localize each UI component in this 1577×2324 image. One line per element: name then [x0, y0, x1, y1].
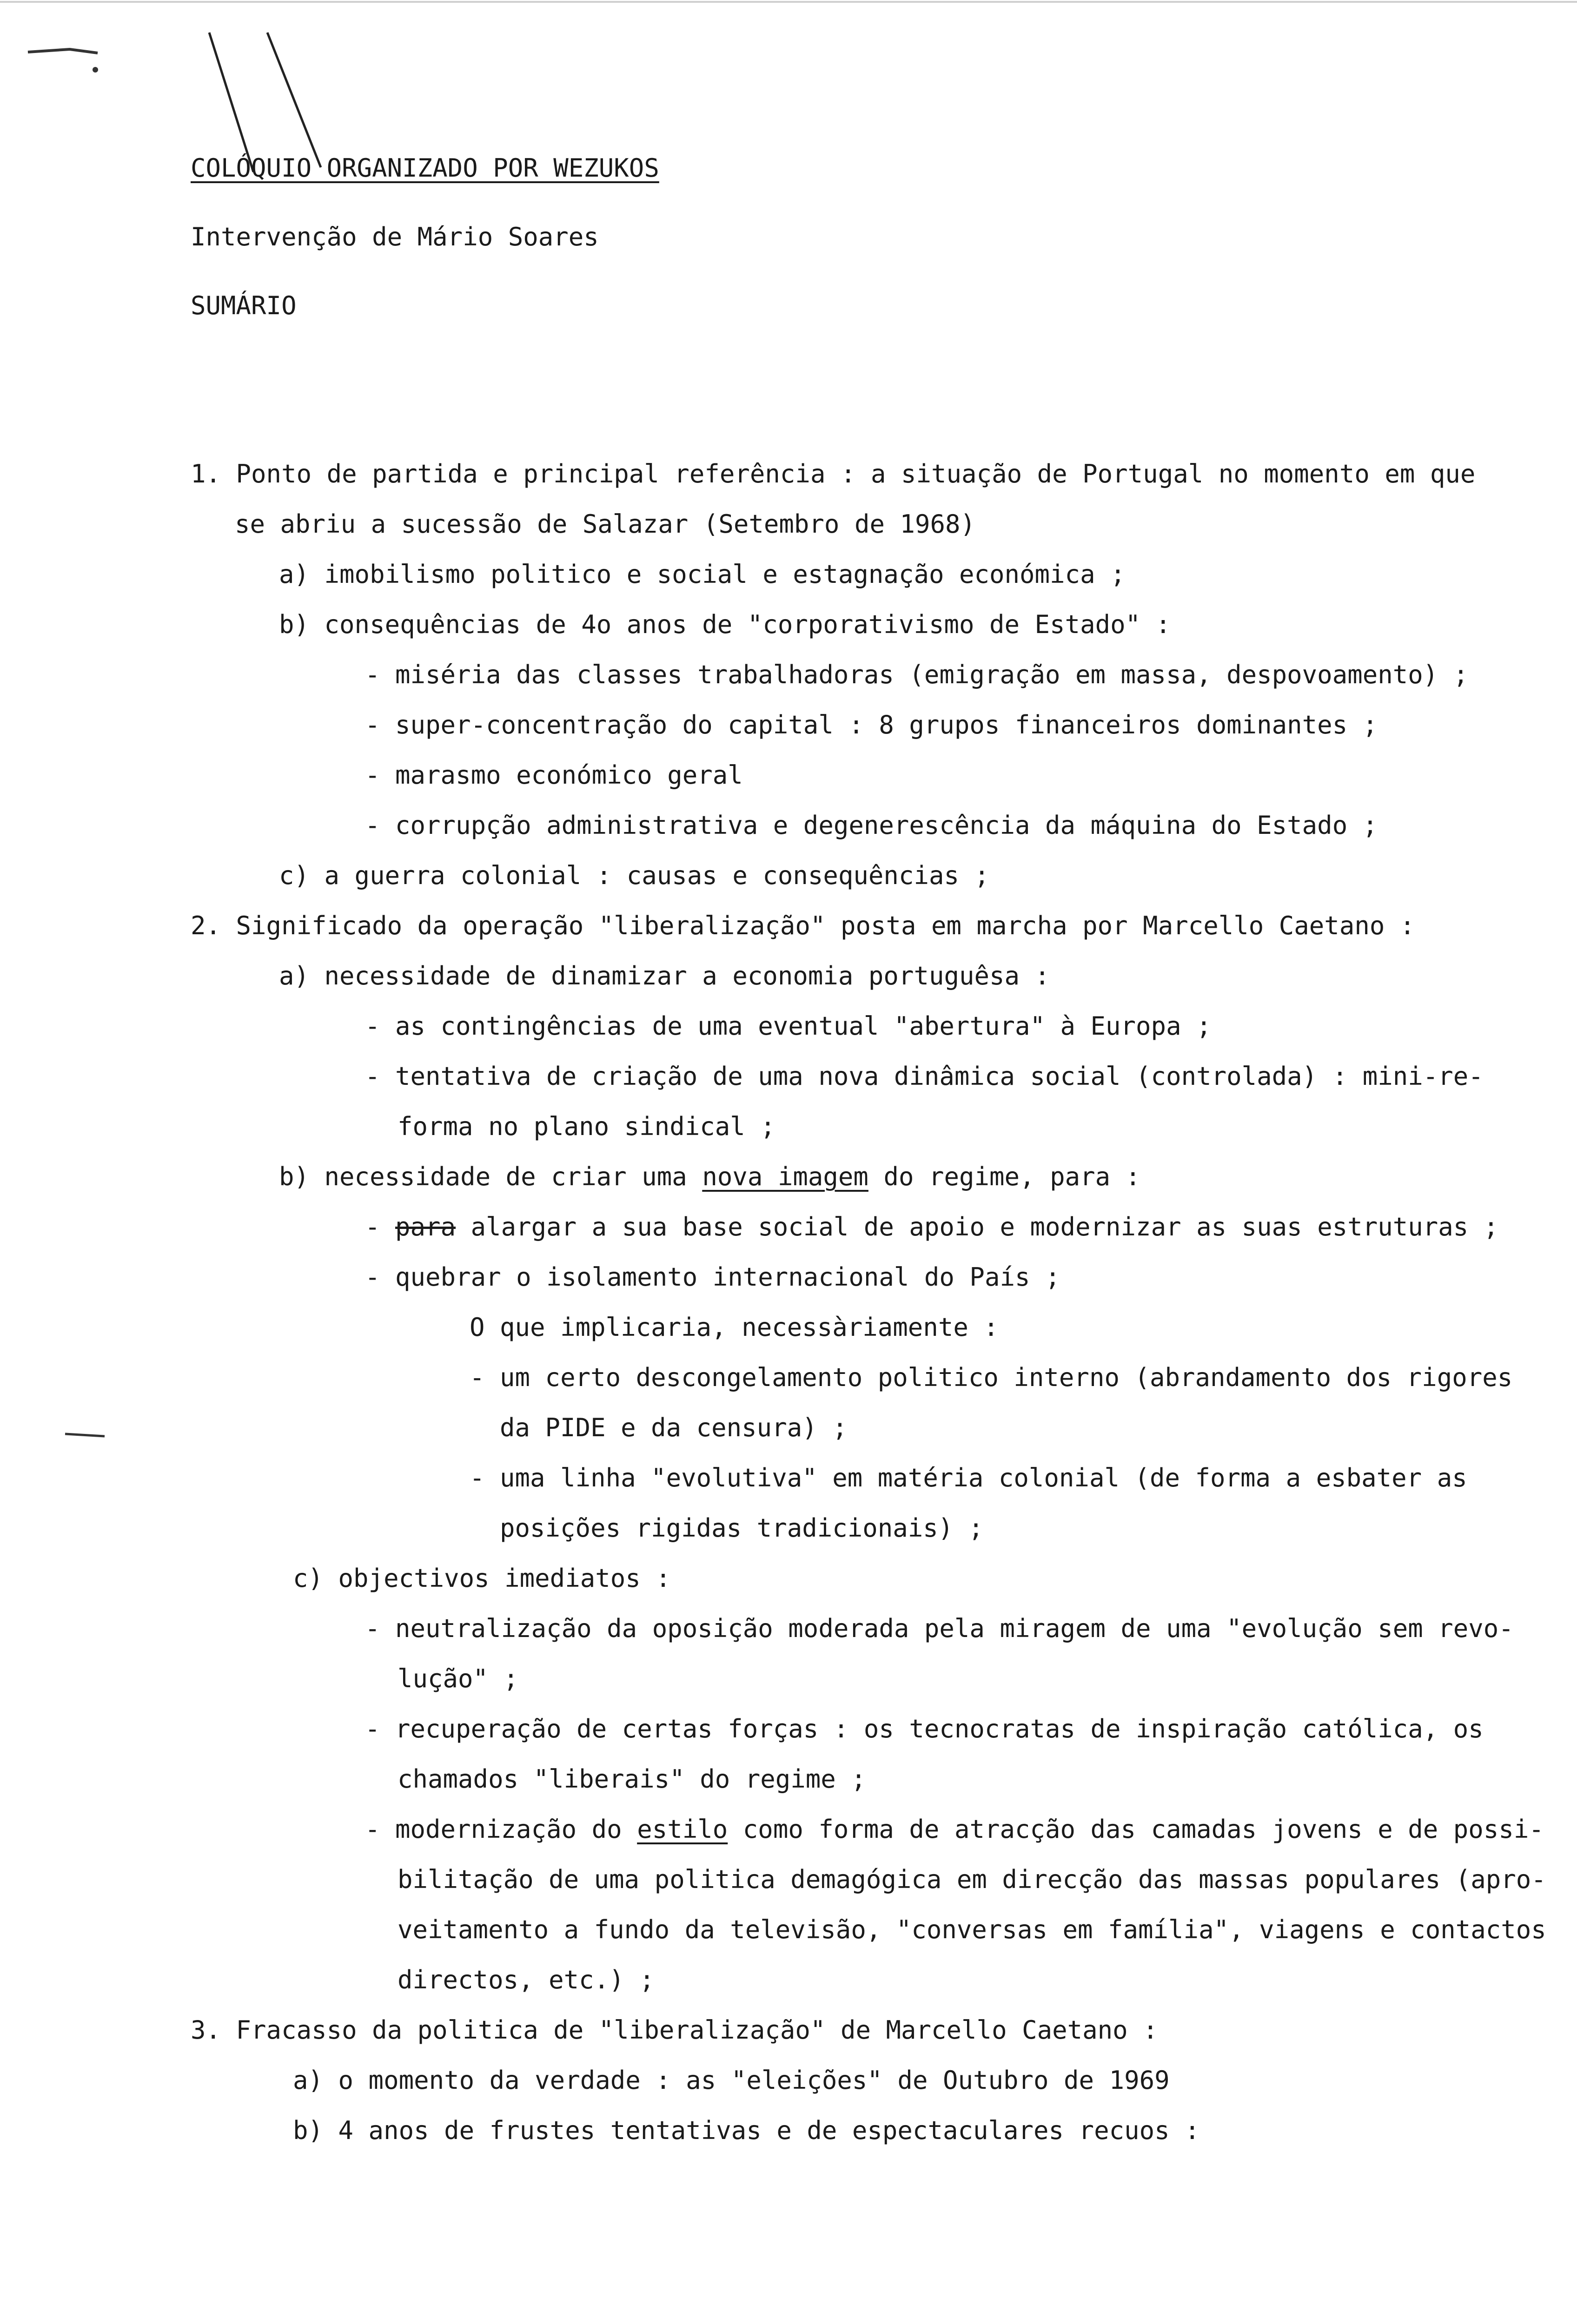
- margin-dash-mark: [65, 1434, 105, 1436]
- item-1b: b) consequências de 4o anos de "corporativismo de Estado" :: [279, 610, 1171, 639]
- item-2c-bullet-2-cont: chamados "liberais" do regime ;: [398, 1764, 866, 1794]
- item-1b-bullet-4: - corrupção administrativa e degenerescência da máquina do Estado ;: [365, 811, 1378, 840]
- item-2b-underlined: nova imagem: [702, 1162, 868, 1191]
- item-1b-bullet-3: - marasmo económico geral: [365, 760, 743, 790]
- item-2c-bullet-3-cont-1: bilitação de uma politica demagógica em direcção das massas populares (apro-: [398, 1865, 1546, 1894]
- struck-word: para: [395, 1212, 456, 1241]
- item-1a: a) imobilismo politico e social e estagnação económica ;: [279, 560, 1126, 589]
- item-2b-bullet-1: [365, 1212, 1498, 1242]
- item-2b-text-start: b) necessidade de criar uma: [279, 1162, 702, 1191]
- item-2a-bullet-2: - tentativa de criação de uma nova dinâmica social (controlada) : mini-re-: [365, 1062, 1484, 1091]
- item-2b-bullet-1-text: alargar a sua base social de apoio e modernizar as suas estruturas ;: [456, 1212, 1499, 1241]
- item-1-cont: se abriu a sucessão de Salazar (Setembro de 1968): [235, 509, 976, 539]
- item-2c: c) objectivos imediatos :: [293, 1564, 671, 1593]
- item-2b-note-bullet-1-cont: da PIDE e da censura) ;: [500, 1413, 848, 1442]
- item-1c: c) a guerra colonial : causas e consequências ;: [279, 861, 990, 890]
- item-2b-note-bullet-2: - uma linha "evolutiva" em matéria colonial (de forma a esbater as: [470, 1463, 1467, 1492]
- item-3a: a) o momento da verdade : as "eleições" de Outubro de 1969: [293, 2066, 1170, 2095]
- item-1b-bullet-1: - miséria das classes trabalhadoras (emigração em massa, despovoamento) ;: [365, 660, 1469, 689]
- item-1b-bullet-2: - super-concentração do capital : 8 grupos financeiros dominantes ;: [365, 710, 1378, 739]
- item-2b-bullet-2: - quebrar o isolamento internacional do País ;: [365, 1262, 1060, 1292]
- item-1: 1. Ponto de partida e principal referência : a situação de Portugal no momento em que: [191, 459, 1476, 489]
- item-2b-note: O que implicaria, necessàriamente :: [470, 1313, 999, 1342]
- item-2b: [279, 1162, 1140, 1192]
- corner-pen-mark: [28, 49, 98, 53]
- item-2c-bullet-1-cont: lução" ;: [398, 1664, 519, 1693]
- item-2: 2. Significado da operação "liberalização" posta em marcha por Marcello Caetano :: [191, 911, 1415, 940]
- item-2a-bullet-2-cont: forma no plano sindical ;: [398, 1112, 775, 1141]
- item-2c-bullet-3-cont-2: veitamento a fundo da televisão, "conversas em família", viagens e contactos: [398, 1915, 1546, 1944]
- item-2c-bullet-3-cont-3: directos, etc.) ;: [398, 1965, 655, 1994]
- item-2c-bullet-3-underlined: estilo: [637, 1815, 728, 1844]
- item-2a: a) necessidade de dinamizar a economia portuguêsa :: [279, 961, 1050, 990]
- corner-dot-mark: [93, 67, 98, 73]
- item-2b-text-end: do regime, para :: [868, 1162, 1141, 1191]
- item-3b: b) 4 anos de frustes tentativas e de espectaculares recuos :: [293, 2116, 1200, 2145]
- item-3: 3. Fracasso da politica de "liberalização" de Marcello Caetano :: [191, 2015, 1158, 2045]
- document-title: COLÓQUIO ORGANIZADO POR WEZUKOS: [191, 153, 659, 183]
- slash-mark-2: [267, 33, 321, 167]
- slash-mark-1: [209, 33, 253, 172]
- bullet-dash: -: [365, 1212, 396, 1241]
- item-2a-bullet-1: - as contingências de uma eventual "abertura" à Europa ;: [365, 1011, 1212, 1041]
- item-2c-bullet-1: - neutralização da oposição moderada pela miragem de uma "evolução sem revo-: [365, 1614, 1514, 1643]
- item-2c-bullet-3: [365, 1815, 1544, 1844]
- item-2c-bullet-3-end: como forma de atracção das camadas jovens e de possi-: [728, 1815, 1544, 1844]
- item-2b-note-bullet-1: - um certo descongelamento politico interno (abrandamento dos rigores: [470, 1363, 1513, 1392]
- item-2b-note-bullet-2-cont: posições rigidas tradicionais) ;: [500, 1513, 984, 1543]
- item-2c-bullet-3-start: - modernização do: [365, 1815, 637, 1844]
- summary-heading: SUMÁRIO: [191, 291, 297, 320]
- speaker-line: Intervenção de Mário Soares: [191, 222, 599, 251]
- item-2c-bullet-2: - recuperação de certas forças : os tecnocratas de inspiração católica, os: [365, 1714, 1484, 1743]
